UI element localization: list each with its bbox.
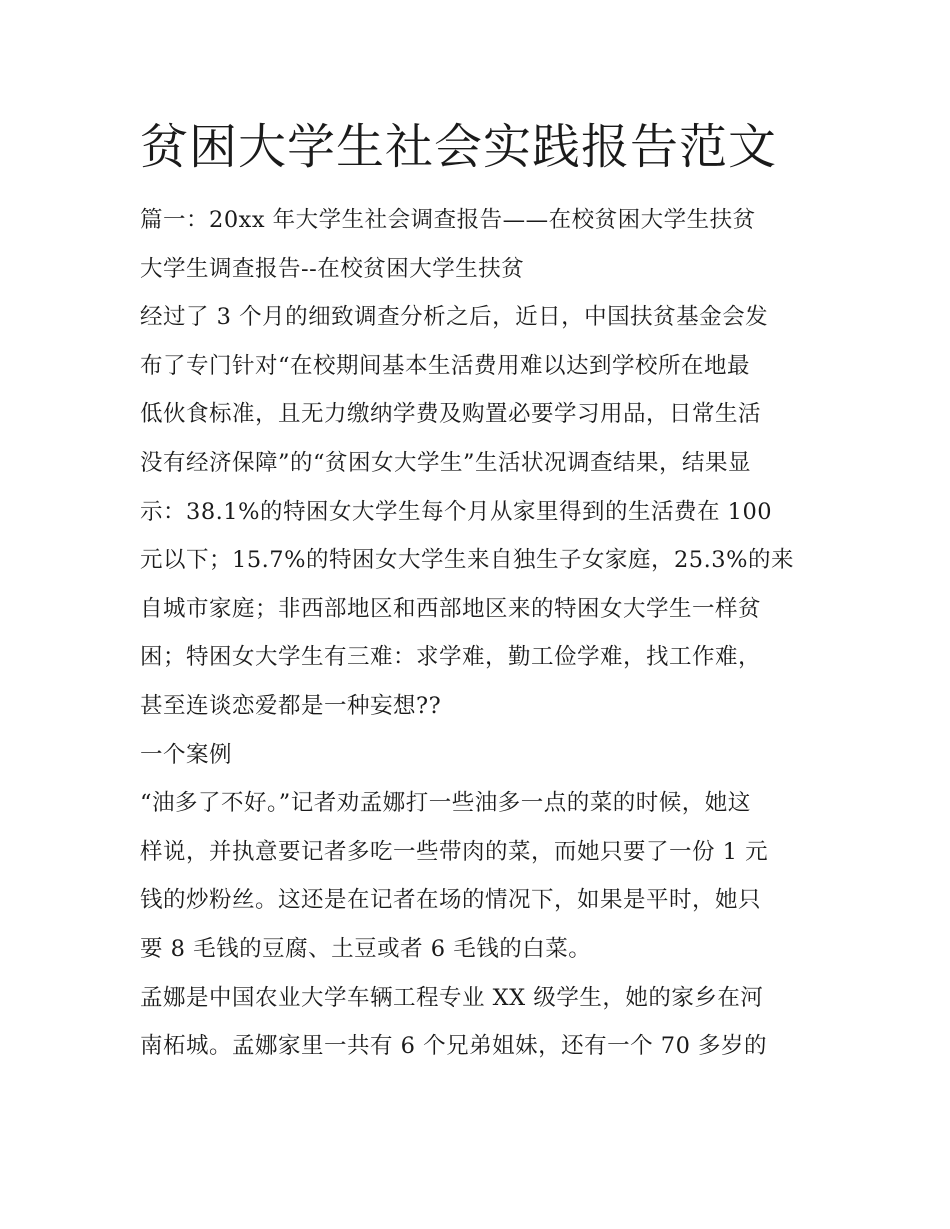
text-line: 样说，并执意要记者多吃一些带肉的菜，而她只要了一份 1 元 [140,838,769,865]
text-line: “油多了不好。”记者劝孟娜打一些油多一点的菜的时候，她这 [140,790,751,817]
document-body [140,112,812,1071]
text-line: 篇一：20xx 年大学生社会调查报告——在校贫困大学生扶贫 [140,207,756,233]
text-line: 甚至连谈恋爱都是一种妄想?? [140,692,442,719]
text-line: 钱的炒粉丝。这还是在记者在场的情况下，如果是平时，她只 [140,887,762,914]
text-line: 示：38.1%的特困女大学生每个月从家里得到的生活费在 100 [140,498,773,525]
text-line: 元以下；15.7%的特困女大学生来自独生子女家庭，25.3%的来 [140,547,794,574]
text-line: 布了专门针对“在校期间基本生活费用难以达到学校所在地最 [140,352,751,379]
section-heading: 一个案例 [140,741,233,768]
text-line: 大学生调查报告--在校贫困大学生扶贫 [140,255,525,282]
text-line: 南柘城。孟娜家里一共有 6 个兄弟姐妹，还有一个 70 多岁的 [140,1033,768,1060]
document-title: 贫困大学生社会实践报告范文 [140,119,778,175]
text-line: 要 8 毛钱的豆腐、土豆或者 6 毛钱的白菜。 [140,935,592,962]
text-line: 经过了 3 个月的细致调查分析之后，近日，中国扶贫基金会发 [140,304,769,331]
text-line: 困；特困女大学生有三难：求学难，勤工俭学难，找工作难， [140,644,762,671]
text-line: 没有经济保障”的“贫困女大学生”生活状况调查结果，结果显 [140,449,752,476]
text-line: 低伙食标准，且无力缴纳学费及购置必要学习用品，日常生活 [140,401,762,428]
text-line: 自城市家庭；非西部地区和西部地区来的特困女大学生一样贫 [140,595,762,622]
text-line: 孟娜是中国农业大学车辆工程专业 XX 级学生，她的家乡在河 [140,984,764,1011]
